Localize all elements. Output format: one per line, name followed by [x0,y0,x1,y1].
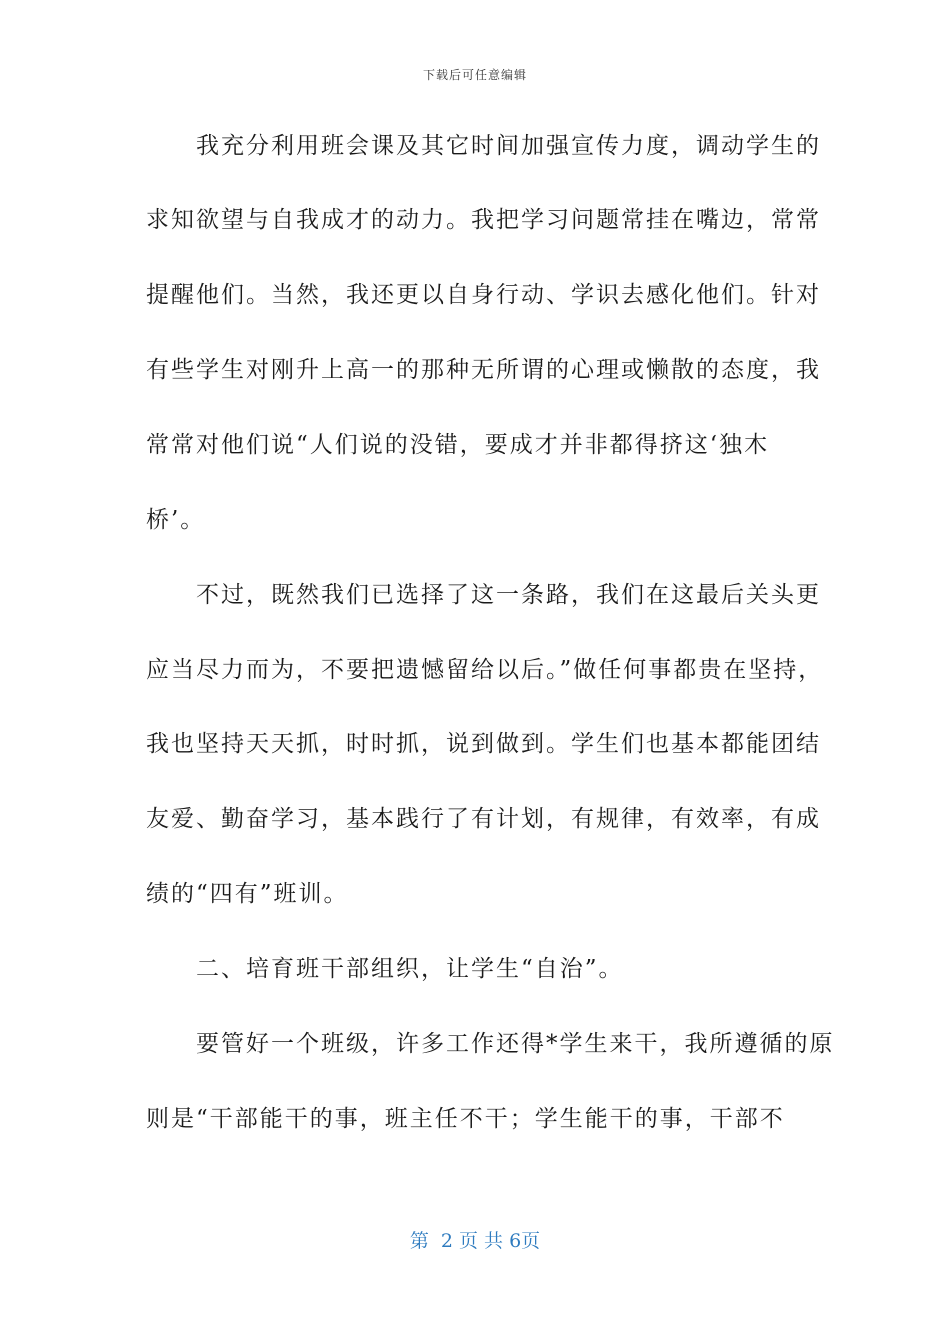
text-line: 绩的“四有”班训。 [146,881,349,907]
text-line: 有些学生对刚升上高一的那种无所谓的心理或懒散的态度，我 [146,357,821,383]
text-line: 我也坚持天天抓，时时抓，说到做到。学生们也基本都能团结 [146,731,821,757]
text-line: 应当尽力而为，不要把遗憾留给以后。”做任何事都贵在坚持， [146,657,824,683]
text-line: 二、培育班干部组织，让学生“自治”。 [146,956,624,982]
page-header: 下载后可任意编辑 [422,68,527,82]
page-number-footer: 第 2 页 共 6页 [409,1230,541,1252]
text-line: 我充分利用班会课及其它时间加强宣传力度，调动学生的 [146,133,821,159]
text-line: 求知欲望与自我成才的动力。我把学习问题常挂在嘴边，常常 [146,207,821,233]
text-line: 桥’。 [146,507,206,533]
text-line: 不过，既然我们已选择了这一条路，我们在这最后关头更 [146,582,821,608]
text-line: 则是“干部能干的事，班主任不干；学生能干的事，干部不 [146,1106,785,1132]
text-line: 要管好一个班级，许多工作还得*学生来干，我所遵循的原 [146,1031,835,1057]
text-line: 友爱、勤奋学习，基本践行了有计划，有规律，有效率，有成 [146,806,821,832]
text-line: 提醒他们。当然，我还更以自身行动、学识去感化他们。针对 [146,282,821,308]
text-line: 常常对他们说“人们说的没错，要成才并非都得挤这‘独木 [146,432,770,458]
